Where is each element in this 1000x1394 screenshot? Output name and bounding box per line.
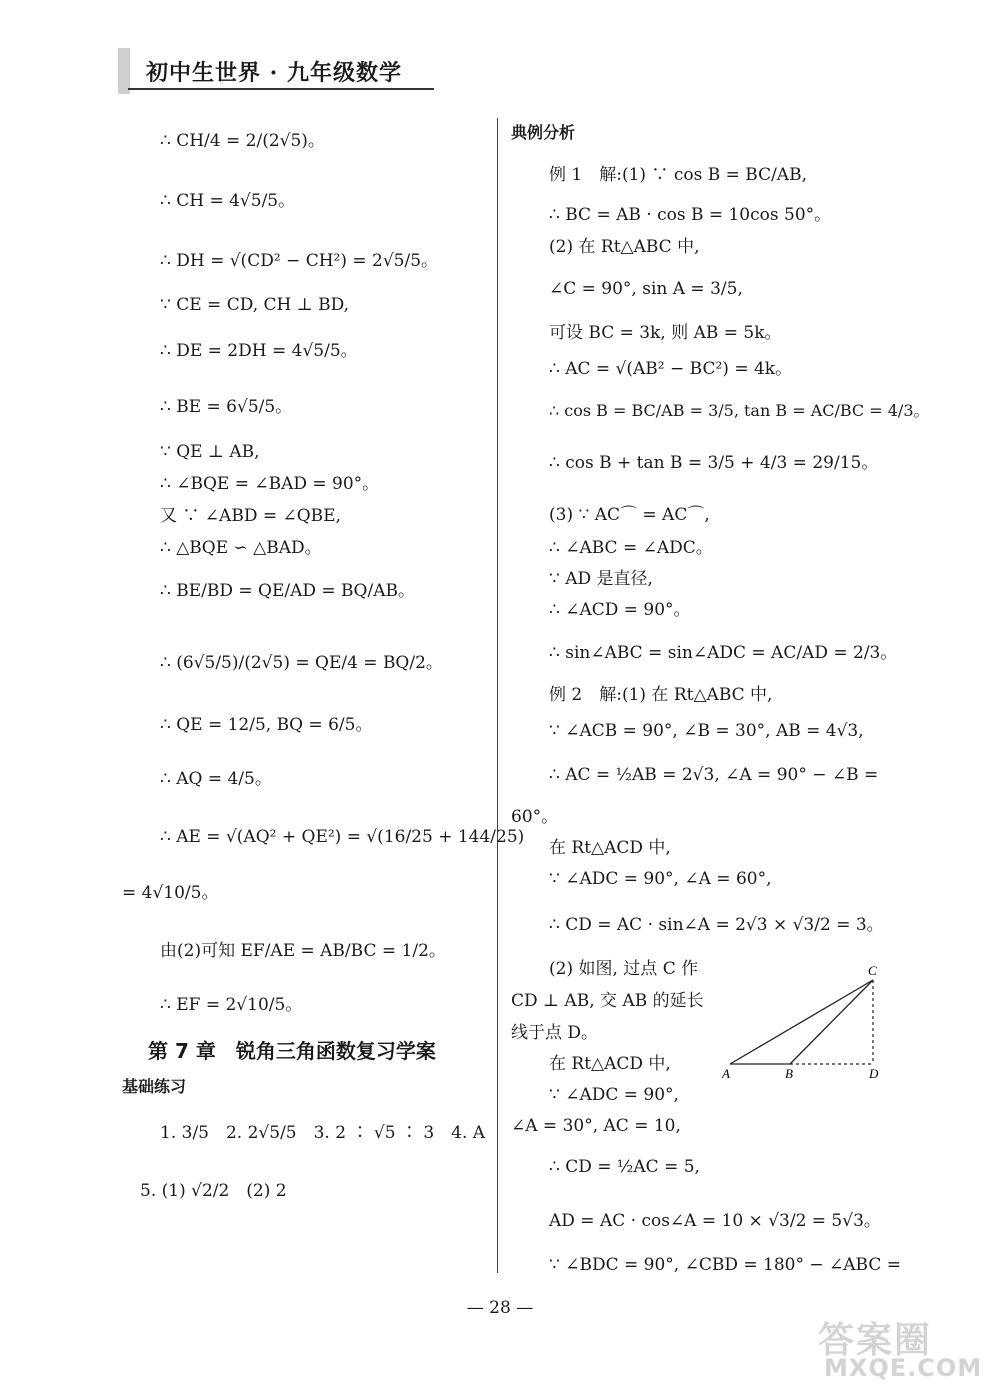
page-header-title: 初中生世界 · 九年级数学 <box>146 60 402 86</box>
left-line-3: ∴ DH = √(CD² − CH²) = 2√5/5。 <box>160 251 439 271</box>
right-line-21: (2) 如图, 过点 C 作 <box>549 959 699 979</box>
right-line-7: ∴ cos B = BC/AB = 3/5, tan B = AC/BC = 4/3。 <box>549 401 930 420</box>
right-line-1: 例 1 解:(1) ∵ cos B = BC/AB, <box>549 165 807 185</box>
right-line-29: ∵ ∠BDC = 90°, ∠CBD = 180° − ∠ABC = <box>549 1255 901 1275</box>
point-label-d: D <box>869 1066 879 1080</box>
point-label-b: B <box>785 1066 793 1080</box>
section-heading-examples: 典例分析 <box>511 123 576 142</box>
right-line-11: ∵ AD 是直径, <box>549 569 653 589</box>
right-line-28: AD = AC · cos∠A = 10 × √3/2 = 5√3。 <box>549 1211 881 1231</box>
section-heading-basic: 基础练习 <box>122 1077 187 1096</box>
left-line-18: ∴ EF = 2√10/5。 <box>160 995 303 1015</box>
right-line-2: ∴ BC = AB · cos B = 10cos 50°。 <box>549 205 832 225</box>
watermark <box>808 1312 988 1382</box>
segment-ac <box>730 980 873 1064</box>
column-divider <box>497 118 498 1273</box>
right-line-12: ∴ ∠ACD = 90°。 <box>549 600 691 620</box>
answers-line-1: 1. 3/5 2. 2√5/5 3. 2 ∶ √5 ∶ 3 4. A <box>160 1123 486 1143</box>
right-line-22: CD ⊥ AB, 交 AB 的延长 <box>511 991 704 1011</box>
watermark-url: MXQE.COM <box>824 1354 983 1382</box>
page-number: — 28 — <box>466 1298 534 1318</box>
point-label-a: A <box>722 1066 730 1080</box>
left-line-5: ∴ DE = 2DH = 4√5/5。 <box>160 341 358 361</box>
answers-line-2: 5. (1) √2/2 (2) 2 <box>140 1181 287 1201</box>
left-line-17: 由(2)可知 EF/AE = AB/BC = 1/2。 <box>160 941 446 961</box>
left-line-11: ∴ BE/BD = QE/AD = BQ/AB。 <box>160 581 415 601</box>
chapter-heading: 第 7 章 锐角三角函数复习学案 <box>148 1039 436 1063</box>
left-line-8: ∴ ∠BQE = ∠BAD = 90°。 <box>160 474 380 494</box>
right-line-18: 在 Rt△ACD 中, <box>549 838 671 858</box>
header-rule <box>128 88 434 90</box>
right-line-8: ∴ cos B + tan B = 3/5 + 4/3 = 29/15。 <box>549 453 879 473</box>
right-line-6: ∴ AC = √(AB² − BC²) = 4k。 <box>549 359 793 379</box>
right-line-24: 在 Rt△ACD 中, <box>549 1054 671 1074</box>
right-line-25: ∵ ∠ADC = 90°, <box>549 1085 679 1105</box>
left-line-7: ∵ QE ⊥ AB, <box>160 442 260 462</box>
left-line-2: ∴ CH = 4√5/5。 <box>160 191 296 211</box>
right-line-23: 线于点 D。 <box>511 1023 599 1043</box>
left-line-16: = 4√10/5。 <box>122 883 219 903</box>
triangle-figure <box>722 962 886 1080</box>
right-line-14: 例 2 解:(1) 在 Rt△ABC 中, <box>549 685 773 705</box>
right-line-16: ∴ AC = ½AB = 2√3, ∠A = 90° − ∠B = <box>549 765 879 785</box>
left-line-4: ∵ CE = CD, CH ⊥ BD, <box>160 295 350 315</box>
left-line-14: ∴ AQ = 4/5。 <box>160 769 272 789</box>
right-line-5: 可设 BC = 3k, 则 AB = 5k。 <box>549 323 782 343</box>
right-line-9: (3) ∵ AC⌒ = AC⌒, <box>549 505 710 525</box>
left-line-6: ∴ BE = 6√5/5。 <box>160 397 293 417</box>
left-line-9: 又 ∵ ∠ABD = ∠QBE, <box>160 506 341 526</box>
left-line-15: ∴ AE = √(AQ² + QE²) = √(16/25 + 144/25) <box>160 827 525 847</box>
right-line-15: ∵ ∠ACB = 90°, ∠B = 30°, AB = 4√3, <box>549 721 864 741</box>
right-line-19: ∵ ∠ADC = 90°, ∠A = 60°, <box>549 869 772 889</box>
right-line-17: 60°。 <box>511 807 559 827</box>
right-line-4: ∠C = 90°, sin A = 3/5, <box>549 279 743 299</box>
left-line-1: ∴ CH/4 = 2/(2√5)。 <box>160 131 325 151</box>
left-line-13: ∴ QE = 12/5, BQ = 6/5。 <box>160 715 373 735</box>
right-line-20: ∴ CD = AC · sin∠A = 2√3 × √3/2 = 3。 <box>549 915 884 935</box>
right-line-3: (2) 在 Rt△ABC 中, <box>549 237 700 257</box>
right-line-13: ∴ sin∠ABC = sin∠ADC = AC/AD = 2/3。 <box>549 643 898 663</box>
right-line-10: ∴ ∠ABC = ∠ADC。 <box>549 538 713 558</box>
right-line-26: ∠A = 30°, AC = 10, <box>511 1116 681 1136</box>
point-label-c: C <box>868 963 877 978</box>
watermark-glyphs: 答案圈 <box>818 1320 933 1361</box>
left-line-10: ∴ △BQE ∽ △BAD。 <box>160 538 322 558</box>
right-line-27: ∴ CD = ½AC = 5, <box>549 1157 700 1177</box>
left-line-12: ∴ (6√5/5)/(2√5) = QE/4 = BQ/2。 <box>160 653 443 673</box>
